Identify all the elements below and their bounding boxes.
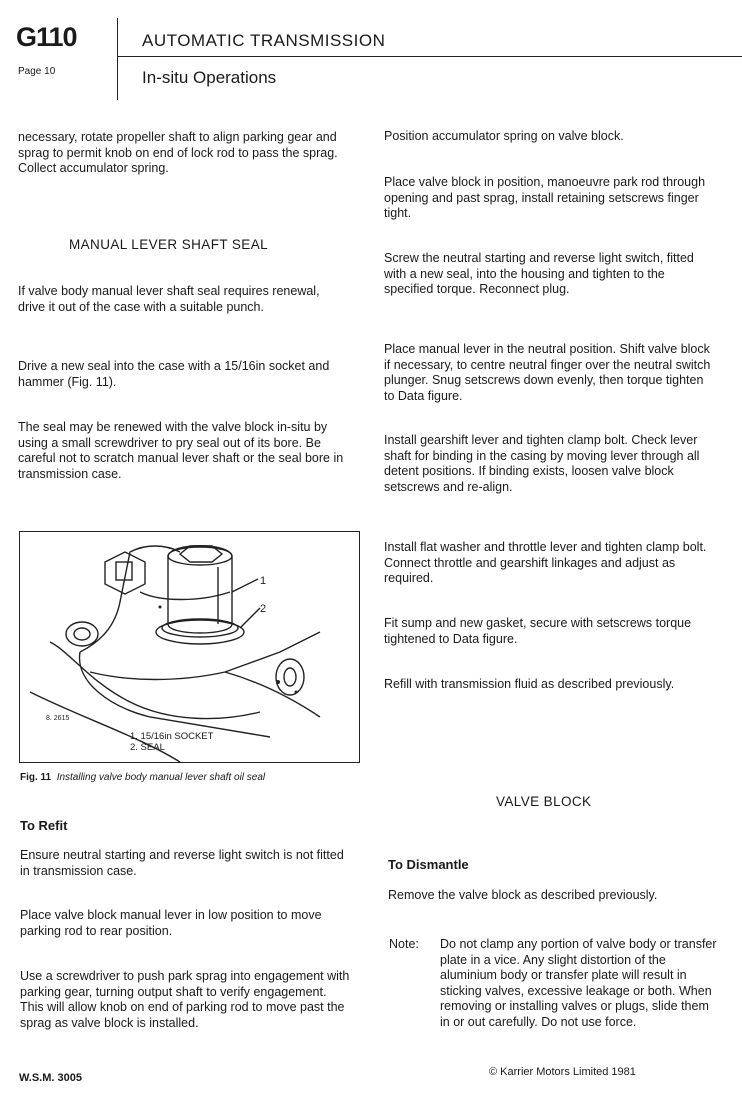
- page-subtitle: In-situ Operations: [142, 68, 277, 87]
- copyright-notice: © Karrier Motors Limited 1981: [489, 1066, 636, 1078]
- figure-caption-number: Fig. 11: [20, 772, 52, 783]
- right-paragraph-7: Fit sump and new gasket, secure with setscrews torque tightened to Data figure.: [384, 616, 692, 646]
- valve-block-heading: VALVE BLOCK: [496, 794, 592, 809]
- callout-1: 1: [260, 575, 267, 587]
- right-paragraph-6: Install flat washer and throttle lever and tighten clamp bolt. Connect throttle and gearshift linkages and adjust as required.: [384, 540, 707, 585]
- right-paragraph-1: Position accumulator spring on valve block.: [384, 129, 624, 143]
- dismantle-heading: To Dismantle: [388, 857, 469, 872]
- legend-item-socket: 1. 15/16in SOCKET: [130, 731, 214, 742]
- header-vertical-rule: [117, 18, 118, 100]
- seal-paragraph-3: The seal may be renewed with the valve block in-situ by using a small screwdriver to pry seal out of its bore. Be careful not to scratch manual lever shaft or the seal bore in transmission case.: [18, 420, 344, 481]
- dismantle-paragraph: Remove the valve block as described previously.: [388, 888, 658, 902]
- figure-11-illustration: [19, 531, 360, 763]
- figure-legend: [130, 731, 213, 753]
- right-paragraph-3: Screw the neutral starting and reverse light switch, fitted with a new seal, into the housing and tighten to the specified torque. Reconnect plug.: [384, 251, 694, 296]
- refit-paragraph-2: Place valve block manual lever in low position to move parking rod to rear position.: [20, 908, 322, 938]
- intro-paragraph: necessary, rotate propeller shaft to align parking gear and sprag to permit knob on end of lock rod to pass the sprag. Collect accumulator spring.: [18, 130, 338, 175]
- seal-paragraph-1: If valve body manual lever shaft seal requires renewal, drive it out of the case with a suitable punch.: [18, 284, 320, 314]
- refit-heading: To Refit: [20, 818, 68, 833]
- figure-caption: [20, 772, 265, 783]
- seal-installation-drawing: [20, 532, 360, 763]
- seal-section-heading: MANUAL LEVER SHAFT SEAL: [69, 237, 269, 252]
- note-text: Do not clamp any portion of valve body or transfer plate in a vice. Any slight distortion of the aluminium body or transfer plate will result in sticking valves, excessive leakage or both. When removing or installing valves or plugs, slide them in or out carefully. Do not use force.: [440, 937, 717, 1029]
- figure-caption-text: Installing valve body manual lever shaft oil seal: [56, 772, 266, 783]
- legend-item-seal: 2. SEAL: [130, 742, 165, 753]
- seal-paragraph-2: Drive a new seal into the case with a 15/16in socket and hammer (Fig. 11).: [18, 359, 330, 389]
- header-horizontal-rule: [117, 56, 742, 57]
- refit-paragraph-3: Use a screwdriver to push park sprag into engagement with parking gear, turning output shaft to verify engagement. This will allow knob on end of parking rod to move past the sprag as valve block is installed.: [20, 969, 350, 1030]
- page-title: AUTOMATIC TRANSMISSION: [142, 31, 386, 50]
- figure-code: 8. 2615: [46, 715, 70, 722]
- right-paragraph-2: Place valve block in position, manoeuvre park rod through opening and past sprag, install retaining setscrews finger tight.: [384, 175, 706, 220]
- callout-2: 2: [260, 603, 267, 615]
- right-paragraph-4: Place manual lever in the neutral position. Shift valve block if necessary, to centre neutral finger over the neutral switch plunger. Snug setscrews down evenly, then torque tighten to Data figure.: [384, 342, 711, 403]
- manual-model-code: G110: [16, 22, 77, 52]
- page-number: Page 10: [18, 66, 56, 77]
- right-paragraph-5: Install gearshift lever and tighten clamp bolt. Check lever shaft for binding in the casing by moving lever through all detent positions. If binding exists, loosen valve block setscrews and re-align.: [384, 433, 700, 494]
- manual-reference: W.S.M. 3005: [19, 1072, 82, 1084]
- note-label: Note:: [389, 937, 419, 951]
- right-paragraph-8: Refill with transmission fluid as described previously.: [384, 677, 675, 691]
- refit-paragraph-1: Ensure neutral starting and reverse light switch is not fitted in transmission case.: [20, 848, 344, 878]
